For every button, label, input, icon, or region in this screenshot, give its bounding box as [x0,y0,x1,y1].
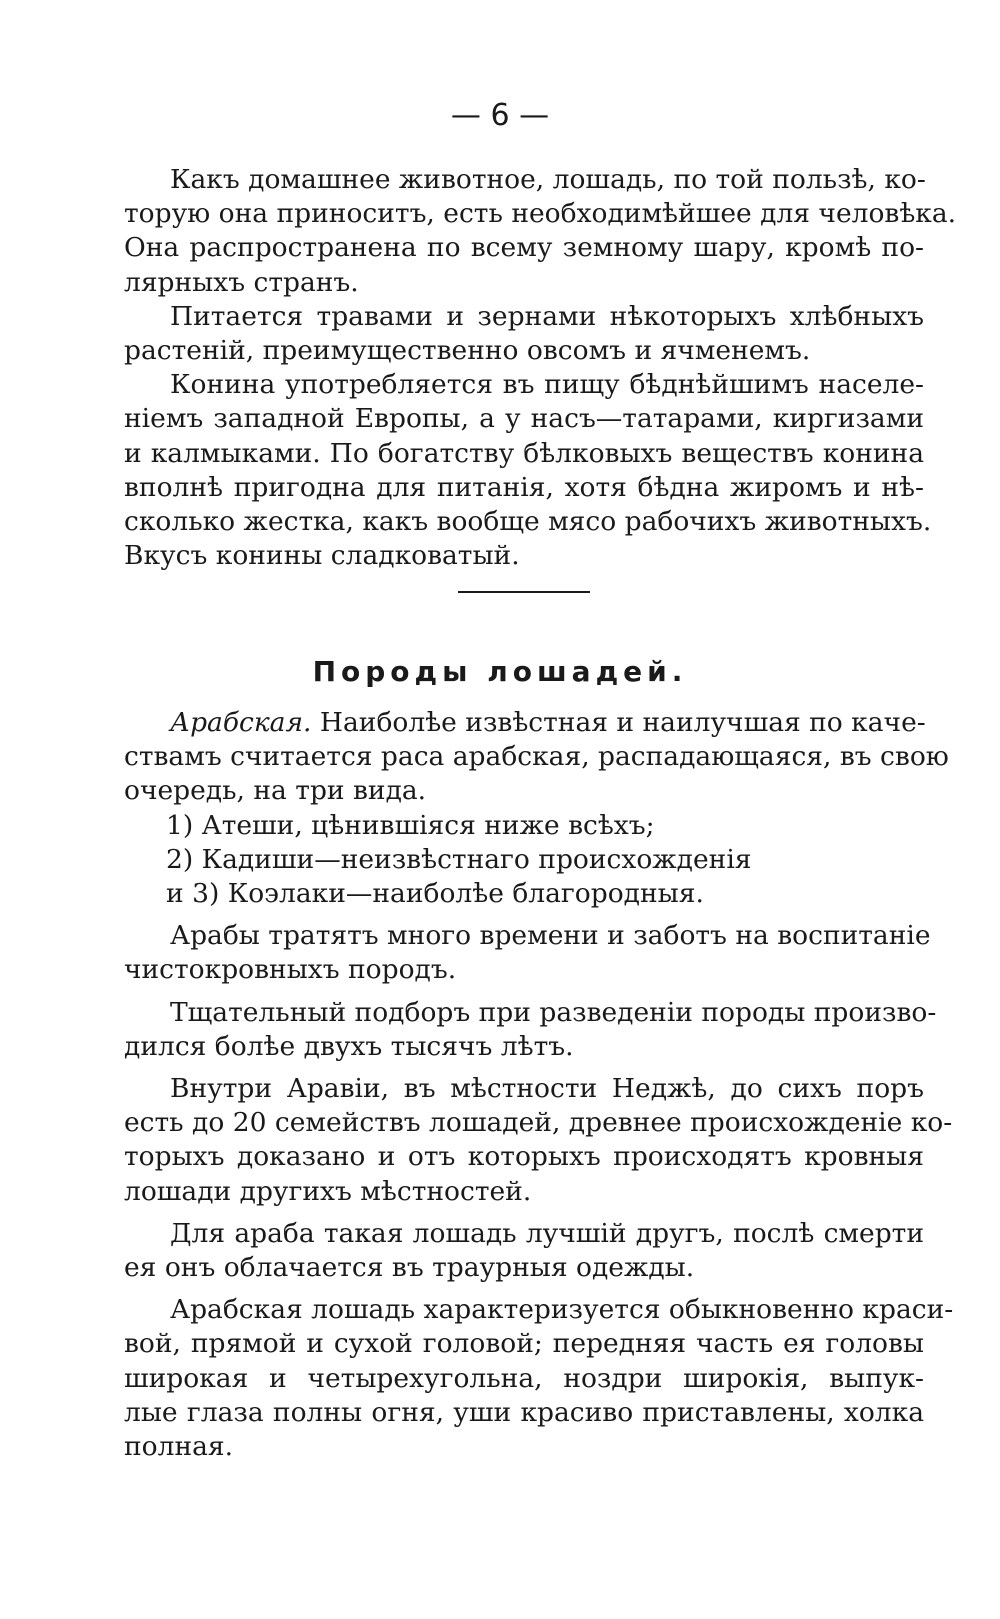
paragraph-arab-breed [124,706,949,809]
breeds-text [124,706,954,1464]
text-line: Арабы тратятъ много времени и заботъ на воспитанiе [170,920,931,952]
text-line: Для араба такая лошадь лучшiй другъ, послѣ смерти [170,1217,924,1249]
text-line: лошади другихъ мѣстностей. [124,1175,532,1207]
intro-text [124,163,957,573]
text-fragment: Наиболѣе извѣстная и наилучшая по каче- [319,707,926,738]
paragraph-horsemeat [124,368,932,573]
text-line: вполнѣ пригодна для питанiя, хотя бѣдна жиромъ и нѣ- [124,471,924,503]
text-line: лые глаза полны огня, уши красиво приставлены, холка [124,1396,924,1428]
section-divider [458,591,590,593]
text-line: есть до 20 семействъ лошадей, древнее происхожденiе ко- [124,1107,953,1139]
list-item: и 3) Коэлаки—наиболѣе благородныя. [166,878,704,910]
text-line [124,706,924,740]
text-line: Арабская лошадь характеризуется обыкновенно краси- [170,1294,954,1326]
text-line: лярныхъ странъ. [124,266,359,298]
text-line: Конина употребляется въ пищу бѣднѣйшимъ населе- [170,369,924,401]
text-line: Внутри Аравiи, въ мѣстности Неджѣ, до сихъ поръ [170,1073,924,1105]
list-item: 1) Атеши, цѣнившiяся ниже всѣхъ; [166,809,655,841]
text-line: торыхъ доказано и отъ которыхъ происходятъ кровныя [124,1141,924,1173]
text-line: и калмыками. По богатству бѣлковыхъ веществъ конина [124,437,924,469]
text-line: вой, прямой и сухой головой; передняя часть ея головы [124,1328,924,1360]
paragraph-breeding [124,919,931,987]
text-line: торую она приноситъ, есть необходимѣйшее для человѣка. [124,198,957,230]
list-item: 2) Кадиши—неизвѣстнаго происхожденiя [166,843,752,875]
text-line: очередь, на три вида. [124,775,427,807]
text-line: ея онъ облачается въ траурныя одежды. [124,1252,695,1284]
text-line: широкая и четырехугольна, ноздри широкiя, выпук- [124,1362,924,1394]
text-line: полная. [124,1431,234,1463]
paragraph-nejd [124,1072,953,1209]
paragraph-feeding [124,300,924,368]
paragraph-selection [124,996,937,1064]
text-line: Она распространена по всему земному шару, кромѣ по- [124,232,924,264]
arab-types-list [124,809,924,912]
text-line: чистокровныхъ породъ. [124,954,457,986]
paragraph-mourning [124,1217,924,1285]
paragraph-appearance [124,1293,954,1464]
text-line: Какъ домашнее животное, лошадь, по той пользѣ, ко- [170,164,926,195]
text-line: нiемъ западной Европы, а у насъ—татарами, киргизами [124,403,924,435]
section-heading: Породы лошадей. [312,655,688,688]
text-line: сколько жестка, какъ вообще мясо рабочихъ животныхъ. [124,506,932,538]
breed-name: Арабская. [170,707,312,738]
text-line: Вкусъ конины сладковатый. [124,540,520,572]
text-line: растенiй, преимущественно овсомъ и ячменемъ. [124,335,811,367]
page-number: — 6 — [450,98,550,133]
text-line: Тщательный подборъ при разведенiи породы произво- [170,996,937,1028]
text-line: Питается травами и зернами нѣкоторыхъ хлѣбныхъ [170,300,924,332]
paragraph-usefulness [124,163,957,300]
text-line: дился болѣе двухъ тысячъ лѣтъ. [124,1030,574,1062]
text-line: ствамъ считается раса арабская, распадающаяся, въ свою [124,741,949,773]
